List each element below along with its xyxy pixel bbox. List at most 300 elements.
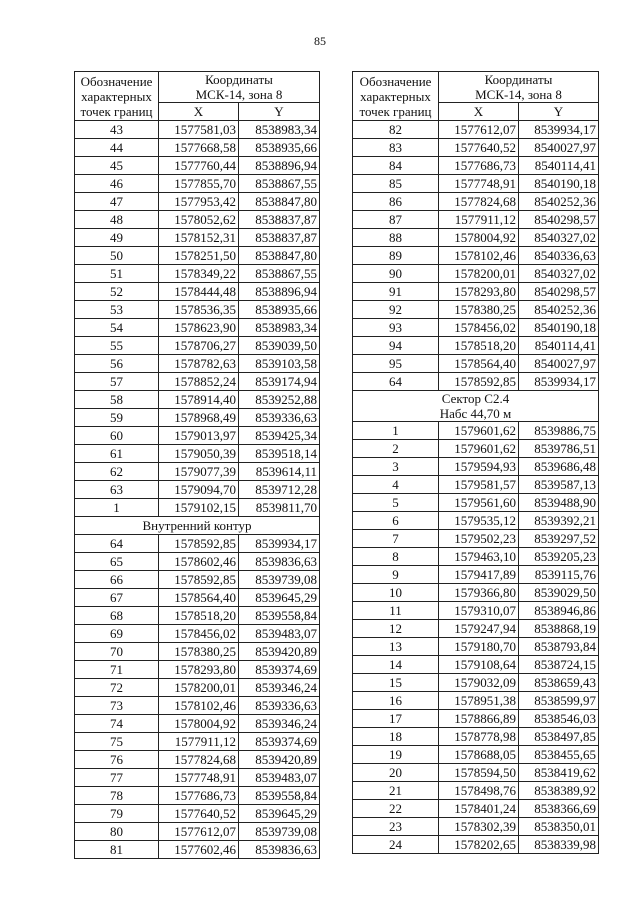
point-id-cell: 95 — [353, 355, 439, 373]
y-coordinate-cell: 8538983,34 — [239, 121, 320, 139]
x-coordinate-cell: 1578102,46 — [439, 247, 519, 265]
table-row — [75, 607, 320, 625]
x-coordinate-cell: 1578866,89 — [439, 710, 519, 728]
y-coordinate-cell: 8538847,80 — [239, 193, 320, 211]
table-row — [353, 211, 599, 229]
table-row — [75, 463, 320, 481]
table-row — [75, 715, 320, 733]
y-coordinate-cell: 8539587,13 — [519, 476, 599, 494]
x-header: X — [439, 103, 519, 121]
table-row — [75, 805, 320, 823]
y-coordinate-cell: 8538455,65 — [519, 746, 599, 764]
table-row — [75, 175, 320, 193]
x-coordinate-cell: 1578380,25 — [439, 301, 519, 319]
x-coordinate-cell: 1579601,62 — [439, 422, 519, 440]
x-coordinate-cell: 1578564,40 — [439, 355, 519, 373]
y-coordinate-cell: 8539558,84 — [239, 787, 320, 805]
header-line: Обозначение — [80, 73, 153, 89]
y-coordinate-cell: 8539483,07 — [239, 769, 320, 787]
point-id-cell: 48 — [75, 211, 159, 229]
x-coordinate-cell: 1578202,65 — [439, 836, 519, 854]
header-line: Обозначение — [359, 73, 432, 89]
point-id-cell: 58 — [75, 391, 159, 409]
x-header: X — [159, 103, 239, 121]
designation-header — [75, 72, 159, 121]
y-coordinate-cell: 8539739,08 — [239, 571, 320, 589]
table-row — [353, 746, 599, 764]
x-coordinate-cell: 1578251,50 — [159, 247, 239, 265]
y-coordinate-cell: 8539420,89 — [239, 751, 320, 769]
point-id-cell: 5 — [353, 494, 439, 512]
x-coordinate-cell: 1578293,80 — [159, 661, 239, 679]
table-row — [353, 710, 599, 728]
y-coordinate-cell: 8538546,03 — [519, 710, 599, 728]
x-coordinate-cell: 1578623,90 — [159, 319, 239, 337]
point-id-cell: 91 — [353, 283, 439, 301]
y-coordinate-cell: 8538366,69 — [519, 800, 599, 818]
x-coordinate-cell: 1577824,68 — [159, 751, 239, 769]
point-id-cell: 49 — [75, 229, 159, 247]
x-coordinate-cell: 1579502,23 — [439, 530, 519, 548]
table-row — [353, 512, 599, 530]
x-coordinate-cell: 1579601,62 — [439, 440, 519, 458]
header-line: МСК-14, зона 8 — [195, 87, 283, 102]
x-coordinate-cell: 1579077,39 — [159, 463, 239, 481]
x-coordinate-cell: 1578102,46 — [159, 697, 239, 715]
table-row — [353, 440, 599, 458]
point-id-cell: 11 — [353, 602, 439, 620]
x-coordinate-cell: 1578688,05 — [439, 746, 519, 764]
table-row — [353, 494, 599, 512]
table-row — [75, 625, 320, 643]
y-coordinate-cell: 8539934,17 — [519, 373, 599, 391]
y-coordinate-cell: 8540298,57 — [519, 283, 599, 301]
table-row — [75, 481, 320, 499]
point-id-cell: 1 — [75, 499, 159, 517]
table-row — [75, 787, 320, 805]
point-id-cell: 61 — [75, 445, 159, 463]
x-coordinate-cell: 1578456,02 — [159, 625, 239, 643]
table-row — [353, 602, 599, 620]
y-coordinate-cell: 8539392,21 — [519, 512, 599, 530]
y-coordinate-cell: 8538837,87 — [239, 229, 320, 247]
x-coordinate-cell: 1579535,12 — [439, 512, 519, 530]
y-coordinate-cell: 8538896,94 — [239, 157, 320, 175]
section-title: Внутренний контур — [75, 517, 320, 535]
table-row — [353, 476, 599, 494]
table-row — [353, 818, 599, 836]
table-row — [353, 301, 599, 319]
header-line: характерных — [81, 88, 152, 104]
x-coordinate-cell: 1578302,39 — [439, 818, 519, 836]
table-row — [353, 836, 599, 854]
y-coordinate-cell: 8539252,88 — [239, 391, 320, 409]
y-coordinate-cell: 8538389,92 — [519, 782, 599, 800]
x-coordinate-cell: 1577668,58 — [159, 139, 239, 157]
x-coordinate-cell: 1578951,38 — [439, 692, 519, 710]
header-line: точек границ — [359, 103, 432, 119]
x-coordinate-cell: 1578380,25 — [159, 643, 239, 661]
table-row — [75, 229, 320, 247]
y-coordinate-cell: 8540298,57 — [519, 211, 599, 229]
point-id-cell: 90 — [353, 265, 439, 283]
point-id-cell: 67 — [75, 589, 159, 607]
table-row — [75, 427, 320, 445]
point-id-cell: 73 — [75, 697, 159, 715]
coordinates-header — [439, 72, 599, 103]
section-title-line: Сектор С2.4 — [441, 391, 510, 406]
x-coordinate-cell: 1579032,09 — [439, 674, 519, 692]
y-coordinate-cell: 8540027,97 — [519, 355, 599, 373]
point-id-cell: 63 — [75, 481, 159, 499]
table-row — [353, 530, 599, 548]
table-row — [353, 121, 599, 139]
y-coordinate-cell: 8539645,29 — [239, 589, 320, 607]
y-coordinate-cell: 8538867,55 — [239, 265, 320, 283]
point-id-cell: 94 — [353, 337, 439, 355]
point-id-cell: 65 — [75, 553, 159, 571]
y-coordinate-cell: 8538935,66 — [239, 139, 320, 157]
table-row — [75, 445, 320, 463]
point-id-cell: 59 — [75, 409, 159, 427]
x-coordinate-cell: 1577581,03 — [159, 121, 239, 139]
table-row — [353, 283, 599, 301]
x-coordinate-cell: 1577953,42 — [159, 193, 239, 211]
x-coordinate-cell: 1578852,24 — [159, 373, 239, 391]
y-coordinate-cell: 8538983,34 — [239, 319, 320, 337]
table-row — [75, 823, 320, 841]
x-coordinate-cell: 1579108,64 — [439, 656, 519, 674]
y-coordinate-cell: 8539346,24 — [239, 715, 320, 733]
table-row — [75, 409, 320, 427]
table-row — [75, 391, 320, 409]
y-coordinate-cell: 8539558,84 — [239, 607, 320, 625]
section-title — [353, 391, 599, 422]
x-coordinate-cell: 1579102,15 — [159, 499, 239, 517]
table-row — [353, 373, 599, 391]
table-row — [75, 661, 320, 679]
y-coordinate-cell: 8539739,08 — [239, 823, 320, 841]
point-id-cell: 19 — [353, 746, 439, 764]
point-id-cell: 24 — [353, 836, 439, 854]
point-id-cell: 66 — [75, 571, 159, 589]
y-header: Y — [519, 103, 599, 121]
point-id-cell: 62 — [75, 463, 159, 481]
point-id-cell: 9 — [353, 566, 439, 584]
x-coordinate-cell: 1577911,12 — [159, 733, 239, 751]
y-coordinate-cell: 8538659,43 — [519, 674, 599, 692]
table-row — [75, 337, 320, 355]
table-row — [353, 584, 599, 602]
y-coordinate-cell: 8539174,94 — [239, 373, 320, 391]
x-coordinate-cell: 1578778,98 — [439, 728, 519, 746]
point-id-cell: 71 — [75, 661, 159, 679]
point-id-cell: 80 — [75, 823, 159, 841]
point-id-cell: 83 — [353, 139, 439, 157]
left-rows — [75, 121, 320, 517]
y-coordinate-cell: 8539336,63 — [239, 409, 320, 427]
point-id-cell: 79 — [75, 805, 159, 823]
point-id-cell: 76 — [75, 751, 159, 769]
x-coordinate-cell: 1578518,20 — [439, 337, 519, 355]
point-id-cell: 75 — [75, 733, 159, 751]
y-coordinate-cell: 8538497,85 — [519, 728, 599, 746]
left-rows-inner-contour — [75, 535, 320, 859]
x-coordinate-cell: 1578968,49 — [159, 409, 239, 427]
point-id-cell: 45 — [75, 157, 159, 175]
x-coordinate-cell: 1579417,89 — [439, 566, 519, 584]
x-coordinate-cell: 1578456,02 — [439, 319, 519, 337]
x-coordinate-cell: 1578004,92 — [439, 229, 519, 247]
point-id-cell: 8 — [353, 548, 439, 566]
point-id-cell: 77 — [75, 769, 159, 787]
y-coordinate-cell: 8539518,14 — [239, 445, 320, 463]
x-coordinate-cell: 1578602,46 — [159, 553, 239, 571]
table-row — [75, 301, 320, 319]
y-coordinate-cell: 8540327,02 — [519, 265, 599, 283]
table-row — [75, 499, 320, 517]
point-id-cell: 81 — [75, 841, 159, 859]
x-coordinate-cell: 1578004,92 — [159, 715, 239, 733]
point-id-cell: 22 — [353, 800, 439, 818]
y-coordinate-cell: 8538724,15 — [519, 656, 599, 674]
table-row — [353, 422, 599, 440]
table-row — [353, 458, 599, 476]
table-row — [75, 283, 320, 301]
header-line: МСК-14, зона 8 — [475, 87, 562, 102]
right-section — [353, 391, 599, 422]
y-coordinate-cell: 8539115,76 — [519, 566, 599, 584]
point-id-cell: 16 — [353, 692, 439, 710]
point-id-cell: 78 — [75, 787, 159, 805]
right-rows — [353, 121, 599, 391]
point-id-cell: 64 — [353, 373, 439, 391]
table-row — [75, 679, 320, 697]
point-id-cell: 20 — [353, 764, 439, 782]
point-id-cell: 55 — [75, 337, 159, 355]
y-coordinate-cell: 8540336,63 — [519, 247, 599, 265]
table-row — [353, 265, 599, 283]
point-id-cell: 84 — [353, 157, 439, 175]
table-row — [353, 764, 599, 782]
table-row — [353, 674, 599, 692]
y-coordinate-cell: 8538935,66 — [239, 301, 320, 319]
point-id-cell: 46 — [75, 175, 159, 193]
point-id-cell: 93 — [353, 319, 439, 337]
header-line: Координаты — [205, 72, 273, 87]
y-coordinate-cell: 8539039,50 — [239, 337, 320, 355]
y-coordinate-cell: 8539029,50 — [519, 584, 599, 602]
y-coordinate-cell: 8539786,51 — [519, 440, 599, 458]
x-coordinate-cell: 1579310,07 — [439, 602, 519, 620]
table-row — [353, 782, 599, 800]
table-row — [353, 620, 599, 638]
point-id-cell: 89 — [353, 247, 439, 265]
point-id-cell: 3 — [353, 458, 439, 476]
y-coordinate-cell: 8539686,48 — [519, 458, 599, 476]
x-coordinate-cell: 1577640,52 — [159, 805, 239, 823]
y-coordinate-cell: 8540114,41 — [519, 157, 599, 175]
point-id-cell: 69 — [75, 625, 159, 643]
y-coordinate-cell: 8538946,86 — [519, 602, 599, 620]
y-coordinate-cell: 8539934,17 — [519, 121, 599, 139]
y-coordinate-cell: 8539934,17 — [239, 535, 320, 553]
point-id-cell: 14 — [353, 656, 439, 674]
table-row — [75, 571, 320, 589]
y-coordinate-cell: 8539336,63 — [239, 697, 320, 715]
point-id-cell: 15 — [353, 674, 439, 692]
point-id-cell: 53 — [75, 301, 159, 319]
x-coordinate-cell: 1578564,40 — [159, 589, 239, 607]
y-coordinate-cell: 8539836,63 — [239, 841, 320, 859]
table-row — [75, 355, 320, 373]
x-coordinate-cell: 1578293,80 — [439, 283, 519, 301]
x-coordinate-cell: 1579050,39 — [159, 445, 239, 463]
point-id-cell: 60 — [75, 427, 159, 445]
y-coordinate-cell: 8539374,69 — [239, 733, 320, 751]
designation-header — [353, 72, 439, 121]
x-coordinate-cell: 1578706,27 — [159, 337, 239, 355]
point-id-cell: 47 — [75, 193, 159, 211]
page-number: 85 — [314, 34, 326, 48]
point-id-cell: 2 — [353, 440, 439, 458]
y-coordinate-cell: 8538419,62 — [519, 764, 599, 782]
point-id-cell: 87 — [353, 211, 439, 229]
header-line: Координаты — [484, 72, 553, 87]
coordinates-header — [159, 72, 320, 103]
y-header: Y — [239, 103, 320, 121]
x-coordinate-cell: 1578782,63 — [159, 355, 239, 373]
table-row — [75, 211, 320, 229]
x-coordinate-cell: 1579594,93 — [439, 458, 519, 476]
y-coordinate-cell: 8539886,75 — [519, 422, 599, 440]
table-row — [75, 139, 320, 157]
table-row — [353, 548, 599, 566]
point-id-cell: 56 — [75, 355, 159, 373]
table-row — [353, 355, 599, 373]
x-coordinate-cell: 1579463,10 — [439, 548, 519, 566]
x-coordinate-cell: 1577612,07 — [159, 823, 239, 841]
y-coordinate-cell: 8540252,36 — [519, 301, 599, 319]
y-coordinate-cell: 8539297,52 — [519, 530, 599, 548]
point-id-cell: 17 — [353, 710, 439, 728]
x-coordinate-cell: 1577760,44 — [159, 157, 239, 175]
y-coordinate-cell: 8540252,36 — [519, 193, 599, 211]
point-id-cell: 68 — [75, 607, 159, 625]
table-row — [75, 535, 320, 553]
table-row — [353, 728, 599, 746]
header-line: характерных — [360, 88, 431, 104]
y-coordinate-cell: 8539712,28 — [239, 481, 320, 499]
table-row — [353, 337, 599, 355]
x-coordinate-cell: 1579013,97 — [159, 427, 239, 445]
x-coordinate-cell: 1578914,40 — [159, 391, 239, 409]
x-coordinate-cell: 1579247,94 — [439, 620, 519, 638]
point-id-cell: 44 — [75, 139, 159, 157]
header-line: точек границ — [80, 103, 153, 119]
x-coordinate-cell: 1578518,20 — [159, 607, 239, 625]
x-coordinate-cell: 1577602,46 — [159, 841, 239, 859]
table-row — [75, 589, 320, 607]
table-row — [353, 193, 599, 211]
x-coordinate-cell: 1578592,85 — [159, 571, 239, 589]
y-coordinate-cell: 8540327,02 — [519, 229, 599, 247]
x-coordinate-cell: 1579094,70 — [159, 481, 239, 499]
y-coordinate-cell: 8540114,41 — [519, 337, 599, 355]
table-row — [353, 566, 599, 584]
y-coordinate-cell: 8538837,87 — [239, 211, 320, 229]
table-row — [353, 638, 599, 656]
point-id-cell: 88 — [353, 229, 439, 247]
y-coordinate-cell: 8539614,11 — [239, 463, 320, 481]
table-row — [75, 733, 320, 751]
x-coordinate-cell: 1577686,73 — [159, 787, 239, 805]
point-id-cell: 12 — [353, 620, 439, 638]
x-coordinate-cell: 1578592,85 — [159, 535, 239, 553]
x-coordinate-cell: 1577640,52 — [439, 139, 519, 157]
point-id-cell: 51 — [75, 265, 159, 283]
table-row — [75, 373, 320, 391]
point-id-cell: 64 — [75, 535, 159, 553]
table-row — [353, 157, 599, 175]
y-coordinate-cell: 8538793,84 — [519, 638, 599, 656]
table-row — [75, 643, 320, 661]
point-id-cell: 82 — [353, 121, 439, 139]
table-row — [75, 319, 320, 337]
table-row — [353, 800, 599, 818]
y-coordinate-cell: 8539488,90 — [519, 494, 599, 512]
y-coordinate-cell: 8539205,23 — [519, 548, 599, 566]
point-id-cell: 18 — [353, 728, 439, 746]
y-coordinate-cell: 8539811,70 — [239, 499, 320, 517]
point-id-cell: 85 — [353, 175, 439, 193]
table-row — [353, 692, 599, 710]
point-id-cell: 52 — [75, 283, 159, 301]
x-coordinate-cell: 1579581,57 — [439, 476, 519, 494]
point-id-cell: 74 — [75, 715, 159, 733]
table-row — [75, 841, 320, 859]
y-coordinate-cell: 8538599,97 — [519, 692, 599, 710]
table-row — [75, 193, 320, 211]
x-coordinate-cell: 1577824,68 — [439, 193, 519, 211]
x-coordinate-cell: 1578594,50 — [439, 764, 519, 782]
y-coordinate-cell: 8538896,94 — [239, 283, 320, 301]
point-id-cell: 13 — [353, 638, 439, 656]
table-row — [75, 751, 320, 769]
x-coordinate-cell: 1578200,01 — [159, 679, 239, 697]
y-coordinate-cell: 8539103,58 — [239, 355, 320, 373]
point-id-cell: 10 — [353, 584, 439, 602]
x-coordinate-cell: 1578536,35 — [159, 301, 239, 319]
x-coordinate-cell: 1578200,01 — [439, 265, 519, 283]
point-id-cell: 86 — [353, 193, 439, 211]
point-id-cell: 23 — [353, 818, 439, 836]
y-coordinate-cell: 8538339,98 — [519, 836, 599, 854]
x-coordinate-cell: 1578444,48 — [159, 283, 239, 301]
coordinates-table-right — [352, 71, 599, 854]
point-id-cell: 6 — [353, 512, 439, 530]
point-id-cell: 43 — [75, 121, 159, 139]
point-id-cell: 1 — [353, 422, 439, 440]
point-id-cell: 57 — [75, 373, 159, 391]
table-row — [75, 697, 320, 715]
right-rows-sector — [353, 422, 599, 854]
y-coordinate-cell: 8539836,63 — [239, 553, 320, 571]
y-coordinate-cell: 8539425,34 — [239, 427, 320, 445]
table-row — [353, 319, 599, 337]
table-row — [353, 139, 599, 157]
table-row — [353, 247, 599, 265]
